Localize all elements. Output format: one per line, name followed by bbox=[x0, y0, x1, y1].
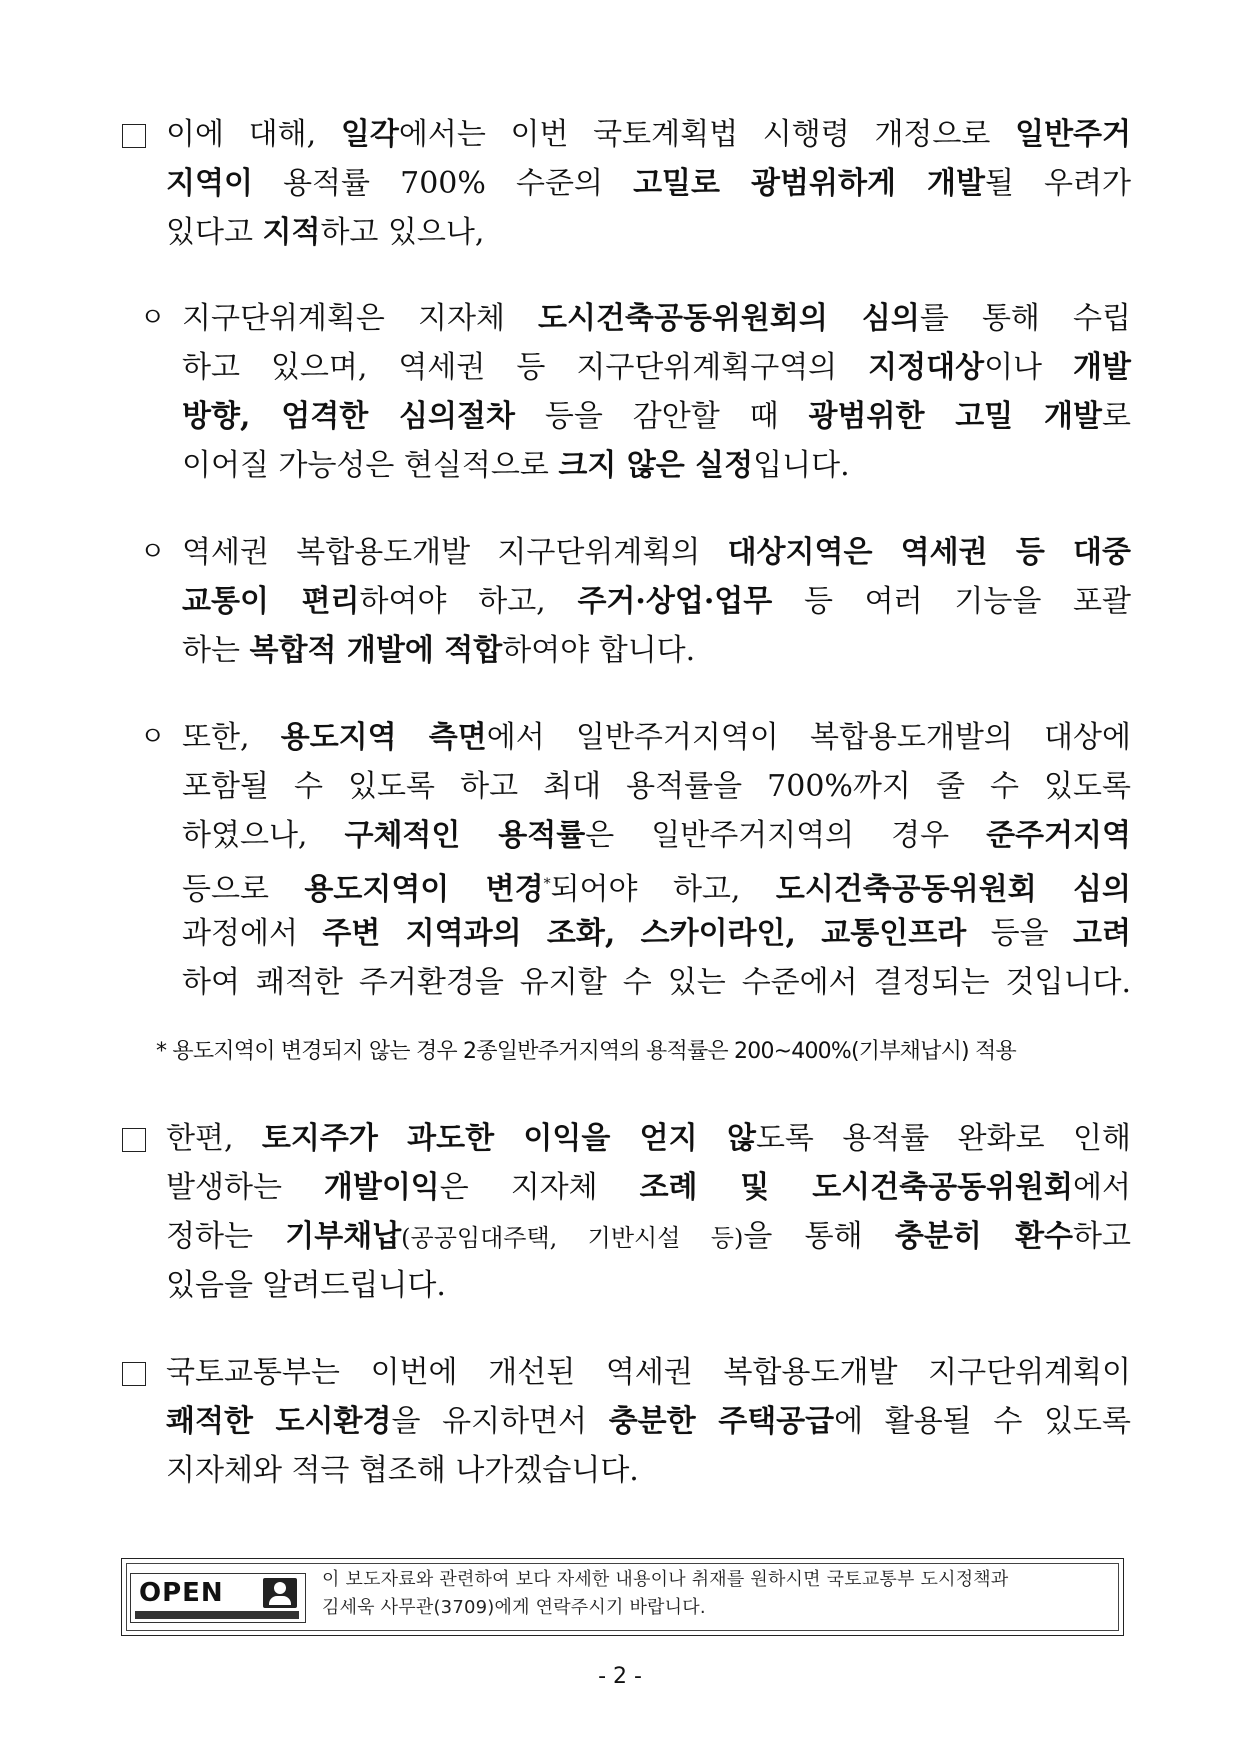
bullet2-line3: 하는 복합적 개발에 적합하여야 합니다. bbox=[182, 633, 696, 668]
circle-bullet-1: ㅇ bbox=[140, 303, 166, 333]
bullet3-line4: 등으로 용도지역이 변경*되어야 하고, 도시건축공동위원회 심의 bbox=[182, 872, 1131, 907]
contact-line-1: 이 보도자료와 관련하여 보다 자세한 내용이나 취재를 원하시면 국토교통부 도시정책과 bbox=[322, 1569, 1009, 1590]
bullet1-line4: 이어질 가능성은 현실적으로 크지 않은 실정입니다. bbox=[182, 448, 850, 483]
bullet3-line2: 포함될 수 있도록 하고 최대 용적률을 700%까지 줄 수 있도록 bbox=[182, 769, 1131, 804]
section2-line3: 정하는 기부채납(공공임대주택, 기반시설 등)을 통해 충분히 환수하고 bbox=[166, 1219, 1132, 1254]
section2-line4: 있음을 알려드립니다. bbox=[166, 1268, 446, 1303]
section3-line2: 쾌적한 도시환경을 유지하면서 충분한 주택공급에 활용될 수 있도록 bbox=[166, 1404, 1132, 1439]
bullet1-line1: 지구단위계획은 지자체 도시건축공동위원회의 심의를 통해 수립 bbox=[182, 301, 1131, 336]
contact-text bbox=[322, 1566, 1122, 1622]
person-icon bbox=[263, 1578, 297, 1608]
bullet3-line5: 과정에서 주변 지역과의 조화, 스카이라인, 교통인프라 등을 고려 bbox=[182, 916, 1131, 951]
section2-line1: 한편, 토지주가 과도한 이익을 얻지 않도록 용적률 완화로 인해 bbox=[166, 1121, 1131, 1156]
section1-line2: 지역이 용적률 700% 수준의 고밀로 광범위하게 개발될 우려가 bbox=[166, 166, 1131, 201]
section1-line3: 있다고 지적하고 있으나, bbox=[166, 215, 485, 250]
bullet1-line2: 하고 있으며, 역세권 등 지구단위계획구역의 지정대상이나 개발 bbox=[182, 350, 1132, 385]
checkbox-bullet-3 bbox=[122, 1362, 146, 1386]
bullet2-line1: 역세권 복합용도개발 지구단위계획의 대상지역은 역세권 등 대중 bbox=[182, 535, 1131, 570]
bullet1-line3: 방향, 엄격한 심의절차 등을 감안할 때 광범위한 고밀 개발로 bbox=[182, 399, 1132, 434]
open-logo-text: OPEN bbox=[139, 1578, 224, 1608]
contact-line-2: 김세욱 사무관(3709)에게 연락주시기 바랍니다. bbox=[322, 1597, 706, 1618]
section3-line3: 지자체와 적극 협조해 나가겠습니다. bbox=[166, 1453, 639, 1488]
circle-bullet-3: ㅇ bbox=[140, 722, 166, 752]
checkbox-bullet-1 bbox=[122, 124, 146, 148]
bullet3-line6: 하여 쾌적한 주거환경을 유지할 수 있는 수준에서 결정되는 것입니다. bbox=[182, 965, 1131, 1000]
circle-bullet-2: ㅇ bbox=[140, 537, 166, 567]
page-number: - 2 - bbox=[598, 1664, 642, 1689]
section3-line1: 국토교통부는 이번에 개선된 역세권 복합용도개발 지구단위계획이 bbox=[166, 1355, 1131, 1390]
footnote: * 용도지역이 변경되지 않는 경우 2종일반주거지역의 용적률은 200~400%(기부채납시) 적용 bbox=[156, 1039, 1016, 1064]
bullet3-line1: 또한, 용도지역 측면에서 일반주거지역이 복합용도개발의 대상에 bbox=[182, 720, 1131, 755]
bullet3-line3: 하였으나, 구체적인 용적률은 일반주거지역의 경우 준주거지역 bbox=[182, 818, 1131, 853]
section2-line2: 발생하는 개발이익은 지자체 조례 및 도시건축공동위원회에서 bbox=[166, 1170, 1131, 1205]
bullet2-line2: 교통이 편리하여야 하고, 주거·상업·업무 등 여러 기능을 포괄 bbox=[182, 584, 1131, 619]
checkbox-bullet-2 bbox=[122, 1128, 146, 1152]
section1-line1: 이에 대해, 일각에서는 이번 국토계획법 시행령 개정으로 일반주거 bbox=[166, 117, 1132, 152]
logo-strip bbox=[135, 1611, 299, 1619]
open-license-logo bbox=[130, 1573, 306, 1623]
